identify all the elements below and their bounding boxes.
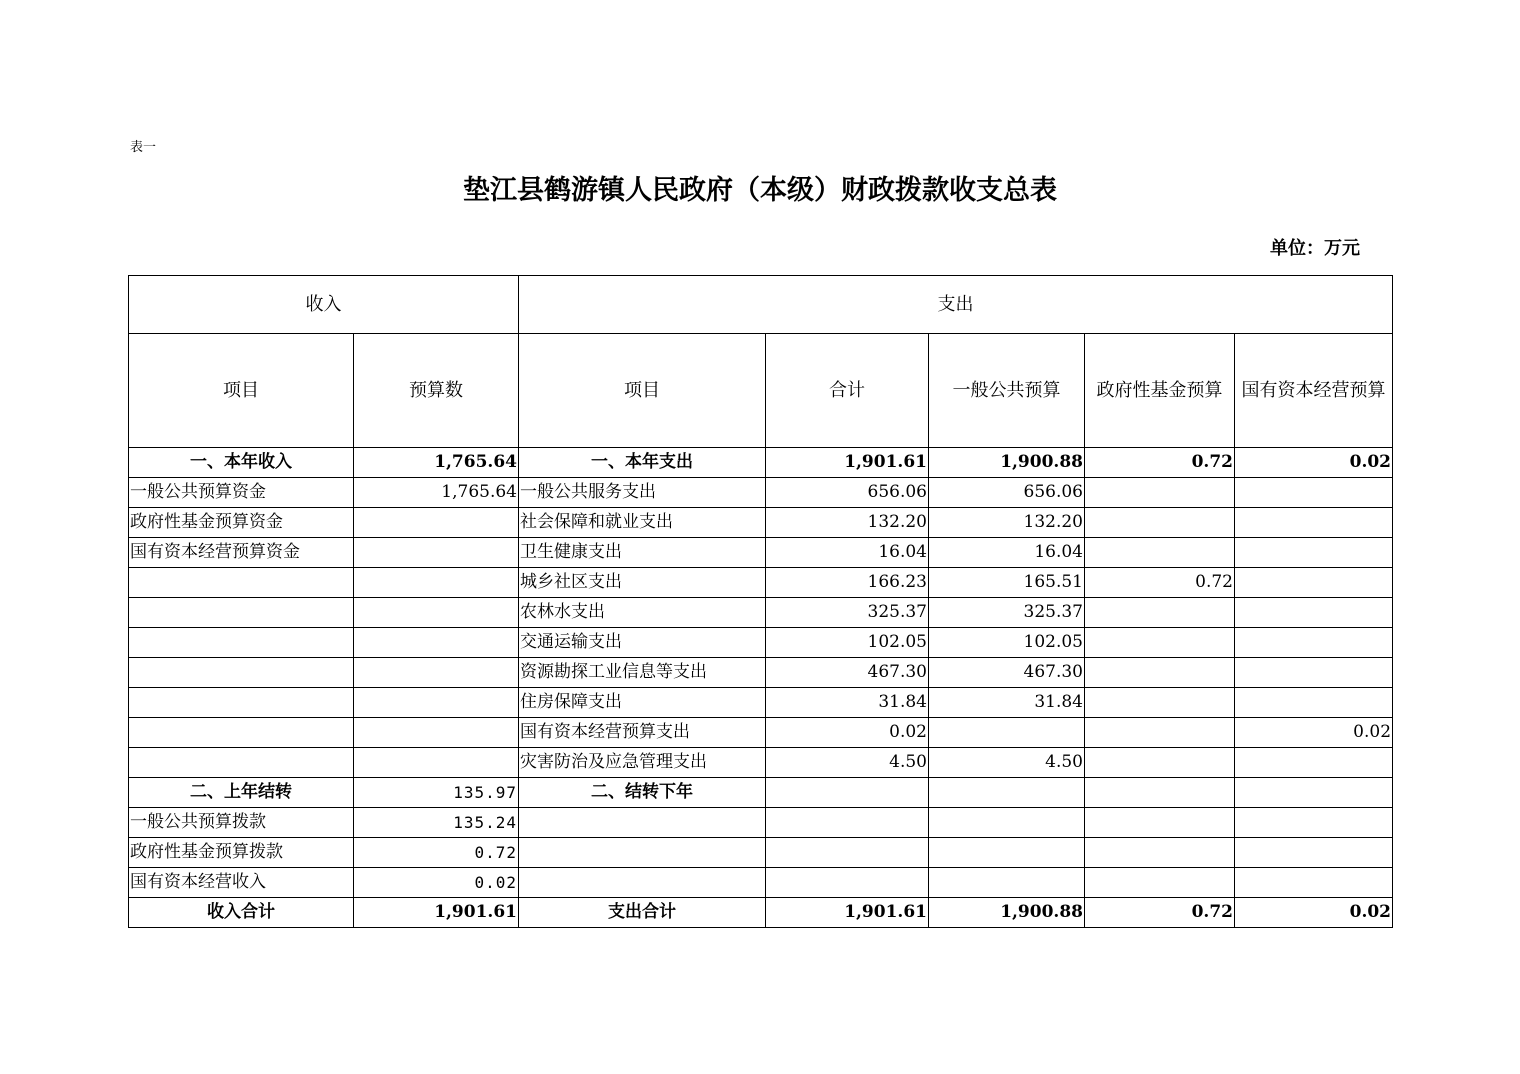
- income-item-cell: 一、本年收入: [129, 448, 354, 478]
- expenditure-total-cell: 4.50: [766, 748, 929, 778]
- expenditure-item-cell: 社会保障和就业支出: [519, 508, 766, 538]
- expenditure-item-cell: 交通运输支出: [519, 628, 766, 658]
- expenditure-general-cell: 31.84: [929, 688, 1085, 718]
- table-row: [129, 688, 1393, 718]
- table-row: [129, 598, 1393, 628]
- expenditure-general-cell: 325.37: [929, 598, 1085, 628]
- expenditure-total-cell: 31.84: [766, 688, 929, 718]
- expenditure-fund-cell: 0.72: [1085, 898, 1235, 928]
- expenditure-general-cell: 132.20: [929, 508, 1085, 538]
- expenditure-item-cell: 城乡社区支出: [519, 568, 766, 598]
- expenditure-state-capital-cell: 0.02: [1235, 448, 1393, 478]
- expenditure-state-capital-cell: [1235, 748, 1393, 778]
- expenditure-item-cell: 一般公共服务支出: [519, 478, 766, 508]
- income-budget-cell: 1,765.64: [354, 478, 519, 508]
- income-item-cell: [129, 568, 354, 598]
- expenditure-total-cell: [766, 808, 929, 838]
- expenditure-total-cell: [766, 778, 929, 808]
- expenditure-item-cell: 支出合计: [519, 898, 766, 928]
- table-row: [129, 628, 1393, 658]
- income-item-cell: 一般公共预算资金: [129, 478, 354, 508]
- expenditure-total-cell: 102.05: [766, 628, 929, 658]
- table-row: [129, 748, 1393, 778]
- expenditure-state-capital-cell: [1235, 658, 1393, 688]
- table-row: [129, 538, 1393, 568]
- header-exp-state-capital: 国有资本经营预算: [1235, 334, 1393, 448]
- expenditure-item-cell: 卫生健康支出: [519, 538, 766, 568]
- table-row: [129, 448, 1393, 478]
- expenditure-general-cell: 1,900.88: [929, 448, 1085, 478]
- income-budget-cell: 135.24: [354, 808, 519, 838]
- header-row-columns: [129, 334, 1393, 448]
- income-item-cell: 国有资本经营收入: [129, 868, 354, 898]
- expenditure-fund-cell: [1085, 868, 1235, 898]
- expenditure-general-cell: 4.50: [929, 748, 1085, 778]
- table-row: [129, 898, 1393, 928]
- expenditure-item-cell: 住房保障支出: [519, 688, 766, 718]
- expenditure-fund-cell: [1085, 808, 1235, 838]
- header-exp-general: 一般公共预算: [929, 334, 1085, 448]
- expenditure-state-capital-cell: [1235, 538, 1393, 568]
- expenditure-general-cell: [929, 718, 1085, 748]
- expenditure-general-cell: 165.51: [929, 568, 1085, 598]
- expenditure-total-cell: 1,901.61: [766, 898, 929, 928]
- expenditure-total-cell: 166.23: [766, 568, 929, 598]
- header-exp-item: 项目: [519, 334, 766, 448]
- income-budget-cell: [354, 628, 519, 658]
- table-body: [129, 448, 1393, 928]
- expenditure-item-cell: [519, 838, 766, 868]
- income-item-cell: [129, 718, 354, 748]
- budget-table: [128, 275, 1393, 928]
- expenditure-fund-cell: [1085, 778, 1235, 808]
- unit-label: 单位：万元: [1270, 238, 1360, 259]
- expenditure-total-cell: [766, 838, 929, 868]
- header-exp-total: 合计: [766, 334, 929, 448]
- income-item-cell: [129, 598, 354, 628]
- expenditure-general-cell: 102.05: [929, 628, 1085, 658]
- expenditure-general-cell: 656.06: [929, 478, 1085, 508]
- expenditure-fund-cell: [1085, 478, 1235, 508]
- expenditure-item-cell: [519, 808, 766, 838]
- expenditure-state-capital-cell: [1235, 838, 1393, 868]
- income-item-cell: [129, 658, 354, 688]
- income-item-cell: [129, 628, 354, 658]
- header-expenditure: 支出: [519, 276, 1393, 334]
- expenditure-fund-cell: [1085, 748, 1235, 778]
- income-item-cell: 政府性基金预算资金: [129, 508, 354, 538]
- expenditure-total-cell: 0.02: [766, 718, 929, 748]
- income-budget-cell: [354, 508, 519, 538]
- table-row: [129, 478, 1393, 508]
- expenditure-item-cell: [519, 868, 766, 898]
- expenditure-fund-cell: [1085, 658, 1235, 688]
- income-item-cell: [129, 688, 354, 718]
- expenditure-item-cell: 灾害防治及应急管理支出: [519, 748, 766, 778]
- expenditure-item-cell: 资源勘探工业信息等支出: [519, 658, 766, 688]
- income-budget-cell: 0.72: [354, 838, 519, 868]
- income-item-cell: 国有资本经营预算资金: [129, 538, 354, 568]
- income-budget-cell: [354, 718, 519, 748]
- header-income-budget: 预算数: [354, 334, 519, 448]
- income-budget-cell: 0.02: [354, 868, 519, 898]
- expenditure-fund-cell: 0.72: [1085, 568, 1235, 598]
- expenditure-fund-cell: [1085, 628, 1235, 658]
- expenditure-state-capital-cell: 0.02: [1235, 718, 1393, 748]
- income-budget-cell: [354, 658, 519, 688]
- expenditure-state-capital-cell: 0.02: [1235, 898, 1393, 928]
- expenditure-general-cell: [929, 778, 1085, 808]
- income-item-cell: 二、上年结转: [129, 778, 354, 808]
- expenditure-fund-cell: 0.72: [1085, 448, 1235, 478]
- table-row: [129, 568, 1393, 598]
- table-row: [129, 838, 1393, 868]
- expenditure-fund-cell: [1085, 838, 1235, 868]
- expenditure-state-capital-cell: [1235, 628, 1393, 658]
- income-budget-cell: 1,901.61: [354, 898, 519, 928]
- header-income: 收入: [129, 276, 519, 334]
- table-row: [129, 778, 1393, 808]
- expenditure-total-cell: 325.37: [766, 598, 929, 628]
- income-item-cell: [129, 748, 354, 778]
- expenditure-item-cell: 农林水支出: [519, 598, 766, 628]
- income-item-cell: 一般公共预算拨款: [129, 808, 354, 838]
- income-budget-cell: [354, 568, 519, 598]
- expenditure-fund-cell: [1085, 718, 1235, 748]
- expenditure-total-cell: 16.04: [766, 538, 929, 568]
- expenditure-general-cell: [929, 808, 1085, 838]
- expenditure-fund-cell: [1085, 508, 1235, 538]
- expenditure-total-cell: 656.06: [766, 478, 929, 508]
- income-item-cell: 政府性基金预算拨款: [129, 838, 354, 868]
- header-income-item: 项目: [129, 334, 354, 448]
- expenditure-general-cell: [929, 868, 1085, 898]
- expenditure-general-cell: 467.30: [929, 658, 1085, 688]
- expenditure-fund-cell: [1085, 598, 1235, 628]
- expenditure-state-capital-cell: [1235, 478, 1393, 508]
- expenditure-state-capital-cell: [1235, 508, 1393, 538]
- income-budget-cell: [354, 538, 519, 568]
- expenditure-state-capital-cell: [1235, 808, 1393, 838]
- income-budget-cell: [354, 748, 519, 778]
- income-budget-cell: 1,765.64: [354, 448, 519, 478]
- expenditure-state-capital-cell: [1235, 568, 1393, 598]
- expenditure-state-capital-cell: [1235, 868, 1393, 898]
- expenditure-fund-cell: [1085, 688, 1235, 718]
- table-row: [129, 718, 1393, 748]
- expenditure-item-cell: 一、本年支出: [519, 448, 766, 478]
- expenditure-item-cell: 二、结转下年: [519, 778, 766, 808]
- expenditure-state-capital-cell: [1235, 688, 1393, 718]
- expenditure-total-cell: 132.20: [766, 508, 929, 538]
- header-row-top: [129, 276, 1393, 334]
- expenditure-state-capital-cell: [1235, 598, 1393, 628]
- expenditure-total-cell: 467.30: [766, 658, 929, 688]
- expenditure-state-capital-cell: [1235, 778, 1393, 808]
- header-exp-fund: 政府性基金预算: [1085, 334, 1235, 448]
- page-title: 垫江县鹤游镇人民政府（本级）财政拨款收支总表: [463, 175, 1057, 206]
- expenditure-item-cell: 国有资本经营预算支出: [519, 718, 766, 748]
- table-label: 表一: [130, 140, 157, 155]
- expenditure-total-cell: 1,901.61: [766, 448, 929, 478]
- table-row: [129, 658, 1393, 688]
- income-budget-cell: [354, 598, 519, 628]
- table-row: [129, 868, 1393, 898]
- expenditure-total-cell: [766, 868, 929, 898]
- income-budget-cell: 135.97: [354, 778, 519, 808]
- table-row: [129, 508, 1393, 538]
- expenditure-general-cell: [929, 838, 1085, 868]
- expenditure-general-cell: 1,900.88: [929, 898, 1085, 928]
- income-item-cell: 收入合计: [129, 898, 354, 928]
- income-budget-cell: [354, 688, 519, 718]
- table-row: [129, 808, 1393, 838]
- expenditure-fund-cell: [1085, 538, 1235, 568]
- expenditure-general-cell: 16.04: [929, 538, 1085, 568]
